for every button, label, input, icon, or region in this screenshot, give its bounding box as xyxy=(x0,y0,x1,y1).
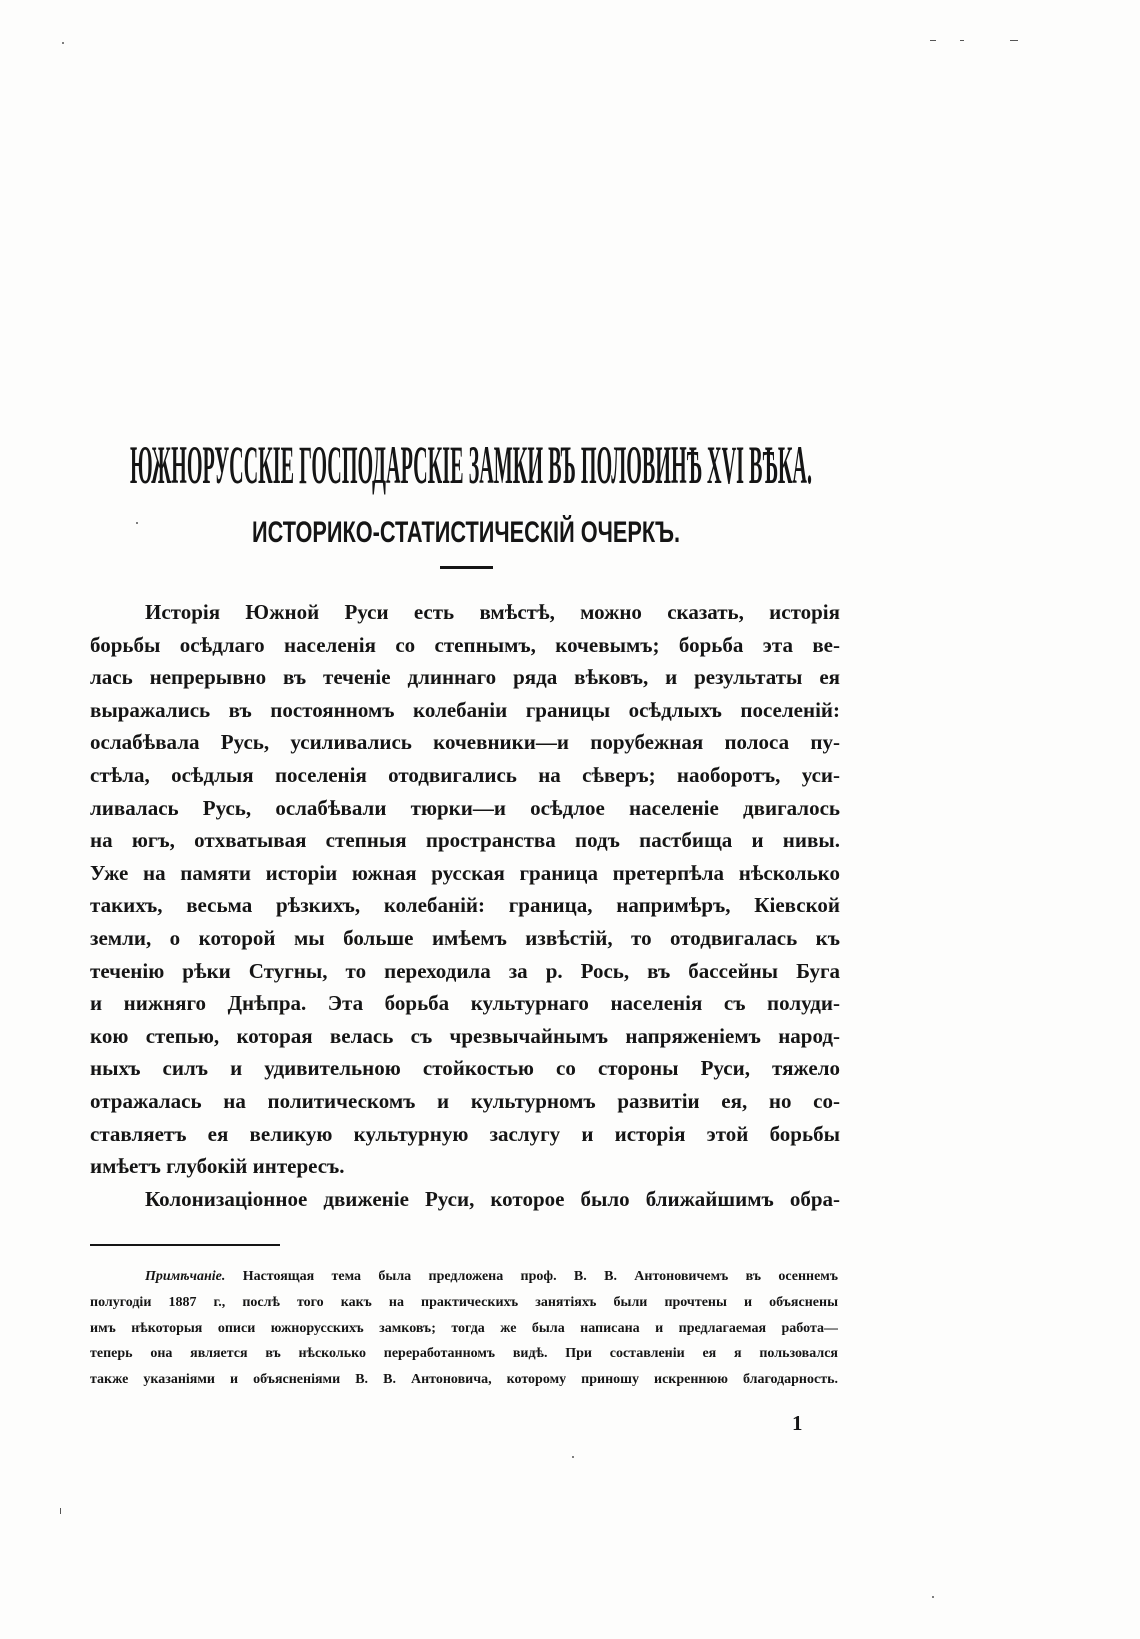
page-number: 1 xyxy=(792,1411,803,1435)
footnote-line: имъ нѣкоторыя описи южнорусскихъ замковъ; тогда же была написана и предлагаемая работа— xyxy=(90,1320,838,1336)
text-line: ослабѣвала Русь, усиливались кочевники—и порубежная полоса пу- xyxy=(90,730,840,755)
scan-speck xyxy=(60,1508,61,1514)
text-line: лась непрерывно въ теченіе длиннаго ряда вѣковъ, и результаты ея xyxy=(90,665,840,690)
text-line: такихъ, весьма рѣзкихъ, колебаній: граница, напримѣръ, Кіевской xyxy=(90,893,840,918)
scan-speck xyxy=(932,1596,934,1598)
footnote-line-text: Настоящая тема была предложена проф. В. В. Антоновичемъ въ осеннемъ xyxy=(242,1269,838,1284)
text-line: ливалась Русь, ослабѣвали тюрки—и осѣдлое населеніе двигалось xyxy=(90,795,840,820)
footnote xyxy=(90,1264,838,1393)
text-line: выражались въ постоянномъ колебаніи границы осѣдлыхъ поселеній: xyxy=(90,697,840,722)
footnote-divider xyxy=(90,1244,280,1246)
scan-speck xyxy=(62,42,64,44)
footnote-label: Примѣчаніе. xyxy=(145,1269,226,1284)
scan-speck xyxy=(136,522,138,524)
text-line: ныхъ силъ и удивительною стойкостью со стороны Руси, тяжело xyxy=(90,1056,840,1081)
text-line: отражалась на политическомъ и культурномъ развитіи ея, но со- xyxy=(90,1088,840,1113)
text-line: на югъ, отхватывая степныя пространства подъ пастбища и нивы. xyxy=(90,828,840,853)
text-line: борьбы осѣдлаго населенія со степнымъ, кочевымъ; борьба эта ве- xyxy=(90,632,840,657)
text-line: кою степью, которая велась съ чрезвычайнымъ напряженіемъ народ- xyxy=(90,1023,840,1048)
scan-speck xyxy=(1010,40,1018,41)
footnote-line: теперь она является въ нѣсколько переработанномъ видѣ. При составленіи ея я пользовался xyxy=(90,1346,838,1362)
scan-speck xyxy=(930,40,936,41)
text-line: имѣетъ глубокій интересъ. xyxy=(90,1154,345,1179)
text-line: ставляетъ ея великую культурную заслугу и исторія этой борьбы xyxy=(90,1121,840,1146)
page-title xyxy=(128,435,816,495)
body-text xyxy=(90,596,840,1215)
page-subtitle-text: ИСТОРИКО-СТАТИСТИЧЕСКІЙ ОЧЕРКЪ. xyxy=(252,516,844,549)
text-line: и нижняго Днѣпра. Эта борьба культурнаго населенія съ полуди- xyxy=(90,991,840,1016)
page-subtitle xyxy=(250,510,844,550)
footnote-line xyxy=(145,1264,838,1290)
text-line: земли, о которой мы больше имѣемъ извѣстій, то отодвигалась къ xyxy=(90,925,840,950)
text-line: Колонизаціонное движеніе Руси, которое было ближайшимъ обра- xyxy=(145,1186,840,1211)
text-line: Исторія Южной Руси есть вмѣстѣ, можно сказать, исторія xyxy=(145,600,840,624)
footnote-line: также указаніями и объясненіями В. В. Антоновича, которому приношу искреннюю благодарность. xyxy=(90,1372,838,1388)
title-divider xyxy=(440,566,493,569)
page-title-text: ЮЖНОРУССКІЕ ГОСПОДАРСКІЕ ЗАМКИ ВЪ ПОЛОВИНѢ XVI ВѢКА. xyxy=(130,435,812,495)
footnote-line: полугодіи 1887 г., послѣ того какъ на практическихъ занятіяхъ были прочтены и объяснены xyxy=(90,1294,838,1310)
scan-speck xyxy=(572,1456,574,1458)
scan-speck xyxy=(960,40,964,41)
text-line: Уже на памяти исторіи южная русская граница претерпѣла нѣсколько xyxy=(90,860,840,885)
text-line: стѣла, осѣдлыя поселенія отодвигались на сѣверъ; наоборотъ, уси- xyxy=(90,762,840,787)
text-line: теченію рѣки Стугны, то переходила за р. Рось, въ бассейны Буга xyxy=(90,958,840,983)
